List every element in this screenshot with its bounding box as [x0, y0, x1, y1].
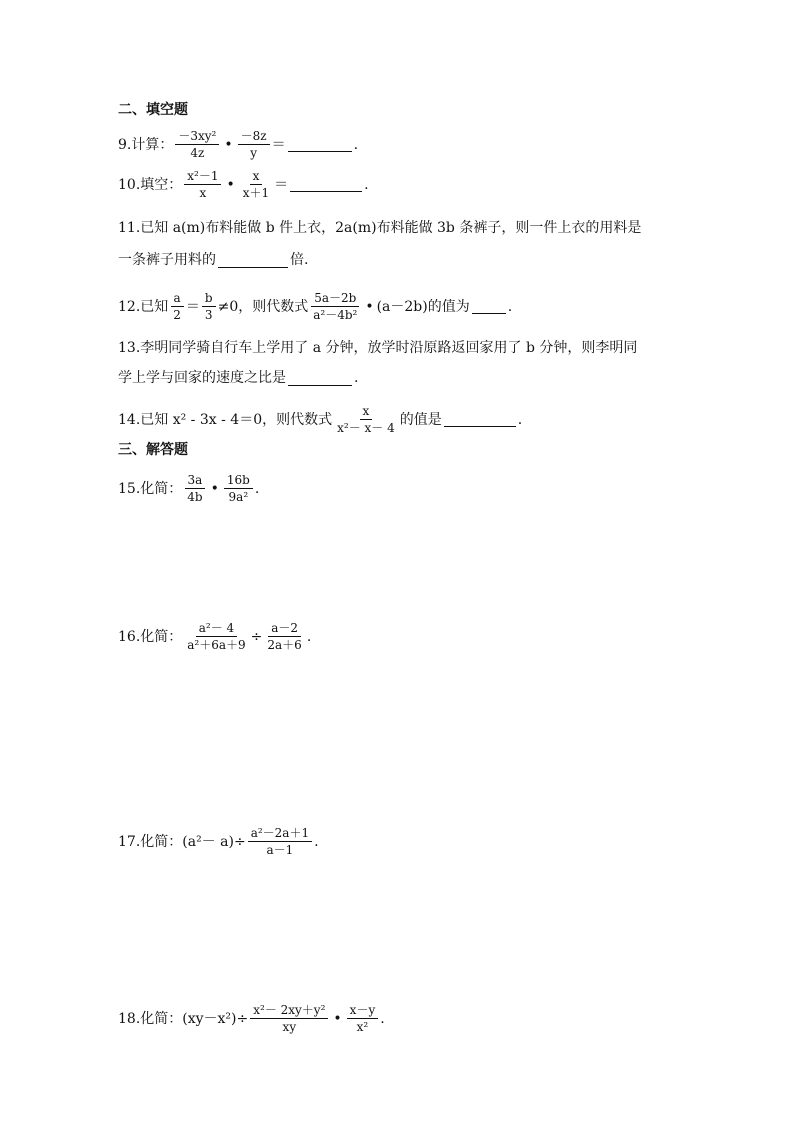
question-15	[118, 472, 259, 505]
period: .	[354, 370, 359, 386]
dot-operator: •	[226, 176, 235, 193]
fraction	[248, 825, 312, 858]
question-text: 学上学与回家的速度之比是	[118, 370, 286, 386]
numerator: a	[171, 290, 184, 307]
question-prefix: 14.已知 x² - 3x - 4＝0，则代数式	[118, 411, 333, 428]
period: .	[314, 833, 319, 850]
question-prefix: 15.化简：	[118, 480, 183, 497]
numerator: x	[250, 168, 263, 185]
fraction	[184, 620, 248, 653]
question-prefix: 10.填空：	[118, 176, 183, 193]
denominator: a－1	[266, 843, 294, 857]
question-prefix: 18.化简：	[118, 1010, 183, 1027]
answer-blank[interactable]	[288, 137, 352, 152]
numerator: 16b	[224, 472, 253, 489]
denominator: 3	[204, 308, 213, 322]
fraction	[170, 290, 184, 323]
question-10	[118, 168, 369, 201]
fraction	[184, 168, 221, 201]
question-14	[118, 403, 522, 436]
fraction	[184, 472, 205, 505]
dot-operator: •	[210, 480, 219, 497]
denominator: 4z	[190, 146, 205, 160]
fraction	[347, 1002, 379, 1035]
fraction	[238, 128, 270, 161]
numerator: x	[360, 403, 373, 420]
expression: (xy－x²)÷	[182, 1010, 249, 1027]
question-text: 13.李明同学骑自行车上学用了 a 分钟，放学时沿原路返回家用了 b 分钟，则李明同	[118, 340, 638, 356]
period: .	[517, 411, 523, 428]
numerator: 3a	[185, 472, 206, 489]
question-11-line-1	[118, 218, 641, 238]
denominator: xy	[282, 1020, 297, 1034]
numerator: x²－1	[184, 168, 221, 185]
equals-sign: ＝	[271, 136, 286, 153]
fraction	[250, 1002, 328, 1035]
fraction	[310, 290, 360, 323]
fraction	[334, 403, 398, 436]
equals-sign: ＝	[274, 176, 289, 193]
question-text: 一条裤子用料的	[118, 252, 216, 268]
denominator: 2	[173, 308, 181, 322]
fraction	[224, 472, 253, 505]
divide-operator: ÷	[250, 628, 263, 645]
numerator: a－2	[268, 620, 301, 637]
numerator: b	[202, 290, 216, 307]
expression: (a²－ a)÷	[182, 833, 246, 850]
period: .	[254, 480, 260, 497]
fraction	[175, 128, 219, 161]
denominator: x＋1	[242, 186, 270, 200]
period: .	[306, 628, 312, 645]
question-11-line-2	[118, 250, 308, 270]
fraction	[240, 168, 272, 201]
question-13-line-1	[118, 338, 637, 358]
denominator: 4b	[187, 490, 203, 504]
numerator: a²－2a＋1	[248, 825, 312, 842]
question-text: 11.已知 a(m)布料能做 b 件上衣，2a(m)布料能做 3b 条裤子，则一件上衣的用料是	[118, 220, 642, 236]
question-text: ≠0，则代数式	[217, 298, 309, 315]
denominator: 2a＋6	[267, 638, 302, 652]
fraction	[202, 290, 216, 323]
numerator: －8z	[238, 128, 270, 145]
numerator: 5a－2b	[311, 290, 359, 307]
question-prefix: 12.已知	[118, 298, 169, 315]
section-heading-solve	[118, 440, 188, 460]
question-prefix: 16.化简：	[118, 628, 183, 645]
question-text: 倍.	[290, 252, 309, 268]
denominator: y	[250, 146, 257, 160]
answer-blank[interactable]	[290, 177, 362, 192]
numerator: x²－ 2xy＋y²	[250, 1002, 328, 1019]
dot-operator: •	[224, 136, 233, 153]
period: .	[353, 136, 359, 153]
fraction	[264, 620, 304, 653]
dot-operator: •	[365, 298, 374, 315]
numerator: x－y	[347, 1002, 379, 1019]
numerator: a²－ 4	[196, 620, 237, 637]
question-16	[118, 620, 311, 653]
denominator: a²＋6a＋9	[187, 638, 246, 652]
section-title: 三、解答题	[118, 442, 188, 458]
question-text: 的值是	[399, 411, 442, 428]
section-heading-fill-blank	[118, 100, 188, 120]
question-18	[118, 1002, 385, 1035]
denominator: x²	[356, 1020, 369, 1034]
answer-blank[interactable]	[472, 299, 506, 314]
answer-blank[interactable]	[444, 412, 516, 427]
period: .	[364, 176, 369, 193]
denominator: a²－4b²	[313, 308, 358, 322]
denominator: x²－ x－ 4	[337, 421, 395, 435]
numerator: －3xy²	[175, 128, 219, 145]
question-12	[118, 290, 512, 323]
question-9	[118, 128, 358, 161]
dot-operator: •	[333, 1010, 342, 1027]
answer-blank[interactable]	[218, 253, 288, 268]
question-prefix: 9.计算：	[118, 136, 174, 153]
question-text: (a－2b)的值为	[376, 298, 470, 315]
equals-sign: ＝	[185, 298, 200, 315]
question-17	[118, 825, 319, 858]
period: .	[380, 1010, 385, 1027]
section-title: 二、填空题	[118, 102, 188, 118]
answer-blank[interactable]	[288, 371, 352, 386]
question-13-line-2	[118, 368, 358, 388]
period: .	[507, 298, 513, 315]
denominator: x	[199, 186, 207, 200]
question-prefix: 17.化简：	[118, 833, 183, 850]
denominator: 9a²	[228, 490, 249, 504]
